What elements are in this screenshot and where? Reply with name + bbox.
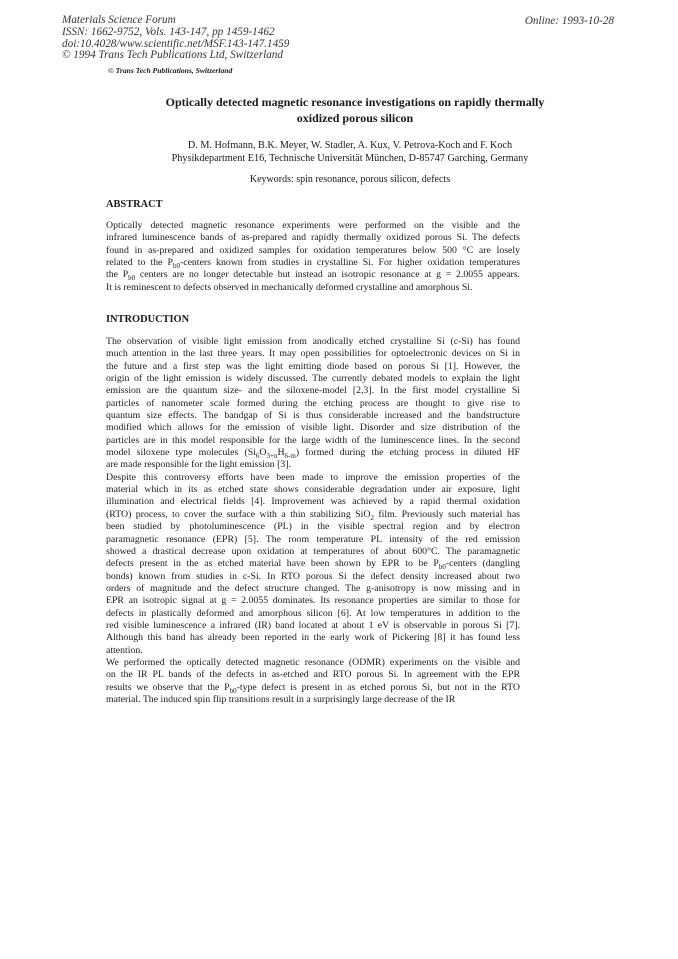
title-line: Optically detected magnetic resonance investigations on rapidly thermally [165,95,545,109]
text-line: on the IR PL bands of the defects in as-etched and RTO porous Si. In agreement with the EPR [106,669,520,681]
text-line: emission are the quantum size- and the siloxene-model [2,3]. In the first model crystalline Si [106,385,520,397]
text-line: EPR an isotropic signal at g = 2.0055 dominates. Its resonance properties are similar to those for [106,595,520,607]
text-line: material which in its as etched state shows considerable degradation under air exposure, light [106,484,520,496]
text-line: the $P_{b0}$ centers are no longer detectable but instead an isotropic resonance at g = 2.0055 appears. [106,269,521,283]
text-line: We performed the optically detected magnetic resonance (ODMR) experiments on the visible and [106,656,520,668]
title-line: oxidized porous silicon [296,110,414,125]
text-line: Despite this controversy efforts have been made to improve the emission properties of the [106,471,520,483]
text-line: Although this band has already been reported in the early work of Pickering [8] it has found less [106,632,520,644]
text-line: It is reminescent to defects observed in mechanically deformed crystalline and amorphous Si. [106,281,473,293]
text-line: are made responsible for the light emission [3]. [106,459,292,471]
text-line: paramagnetic resonance (EPR) [5]. The room temperature PL intensity of the red emission [106,533,520,545]
text-line: found in as-prepared and oxidized samples for oxidation temperatures below 500 °C are losely [106,244,520,256]
introduction-heading: INTRODUCTION [106,314,190,325]
journal-name: Materials Science Forum [62,14,176,26]
doi-link[interactable]: doi:10.4028/www.scientific.net/MSF.143-147.1459 [62,37,290,50]
affiliation-line: Physikdepartment E16, Technische Universität München, D-85747 Garching, Germany [171,153,529,165]
abstract-heading: ABSTRACT [106,199,163,210]
text-line: red visible luminescence a infrared (IR) band located at about 1 eV is observable in porous Si [7]. [106,619,520,631]
text-line: particles are in this model responsible for the large width of the luminescence lines. In the second [106,434,520,446]
text-line: defects in plastically deformed and amorphous silicon [6]. At low temperatures in addition to the [106,607,520,619]
text-line: the future and a first step was the light emitting diode based on porous Si [1]. However, the [106,360,520,372]
text-line: attention. [106,644,143,656]
text-line: much attention in the last three years. It may open possibilities for optoelectronic devices on Si in [106,348,520,360]
text-line: particles of nanometer scale formed during the etching process are thought to give rise to [106,397,520,409]
publisher-note: © Trans Tech Publications, Switzerland [108,66,233,75]
issn-line: ISSN: 1662-9752, Vols. 143-147, pp 1459-1462 [62,25,275,38]
text-line: results we observe that the $P_{b0}$-type defect is present in as etched porous Si, but not in the RTO [106,681,520,695]
copyright-line: © 1994 Trans Tech Publications Ltd, Switzerland [62,49,283,62]
authors-line: D. M. Hofmann, B.K. Meyer, W. Stadler, A. Kux, V. Petrova-Koch and F. Koch [187,140,513,151]
text-line: The observation of visible light emission from anodically etched crystalline Si (c-Si) has found [106,336,520,347]
text-line: origin of the light emission is widely discussed. The currently debated models to explain the light [106,373,520,385]
text-line: quantum size effects. The bandgap of Si is thus considerable increased and the bandstructure [106,410,520,422]
text-line: modified which allows for the emission of visible light. Disorder and size distribution of the [106,422,520,434]
text-line: infrared luminescence bands of as-prepared and rapidly thermally oxidized porous Si. The defects [106,232,520,244]
author-block [100,139,600,165]
text-line: related to the $P_{b0}$-centers known from studies in crystalline Si. For higher oxidation temperatures [106,257,521,270]
text-line: material. The induced spin flip transitions result in a surprisingly large decrease of the IR [106,693,456,705]
text-line: been studied by photoluminescence (PL) in the visible spectral region and by electron [106,521,520,533]
journal-metadata [62,15,289,62]
keywords-line: Keywords: spin resonance, porous silicon, defects [249,174,451,185]
text-line: (RTO) process, to cover the surface with a thin stabilizing SiO$_2$ film. Previously such material has [106,508,520,522]
text-line: model siloxene type molecules $(Si_6O_{3+n}H_{6-m})$ formed during the etching process in diluted HF [106,447,521,461]
text-line: showed a drastical decrease upon oxidation at temperatures of about 600°C. The paramagnetic [106,545,520,557]
paper-title [100,95,610,126]
text-line: Optically detected magnetic resonance experiments were performed on the visible and the [106,220,520,231]
text-line: defects present in the as etched material have been shown by EPR to be $P_{b0}$-centers (dangling [106,558,520,572]
abstract-body [106,220,520,294]
introduction-body [106,336,520,706]
text-line: illumination and electrical fields [4]. Improvement was achieved by a rapid thermal oxidation [106,496,520,508]
text-line: bonds) known from studies in c-Si. In RTO porous Si the defect density increased about two [106,570,520,582]
online-date: Online: 1993-10-28 [524,15,614,27]
text-line: orders of magnitude and the defect structure changed. The g-anisotropy is now missing and in [106,582,520,594]
